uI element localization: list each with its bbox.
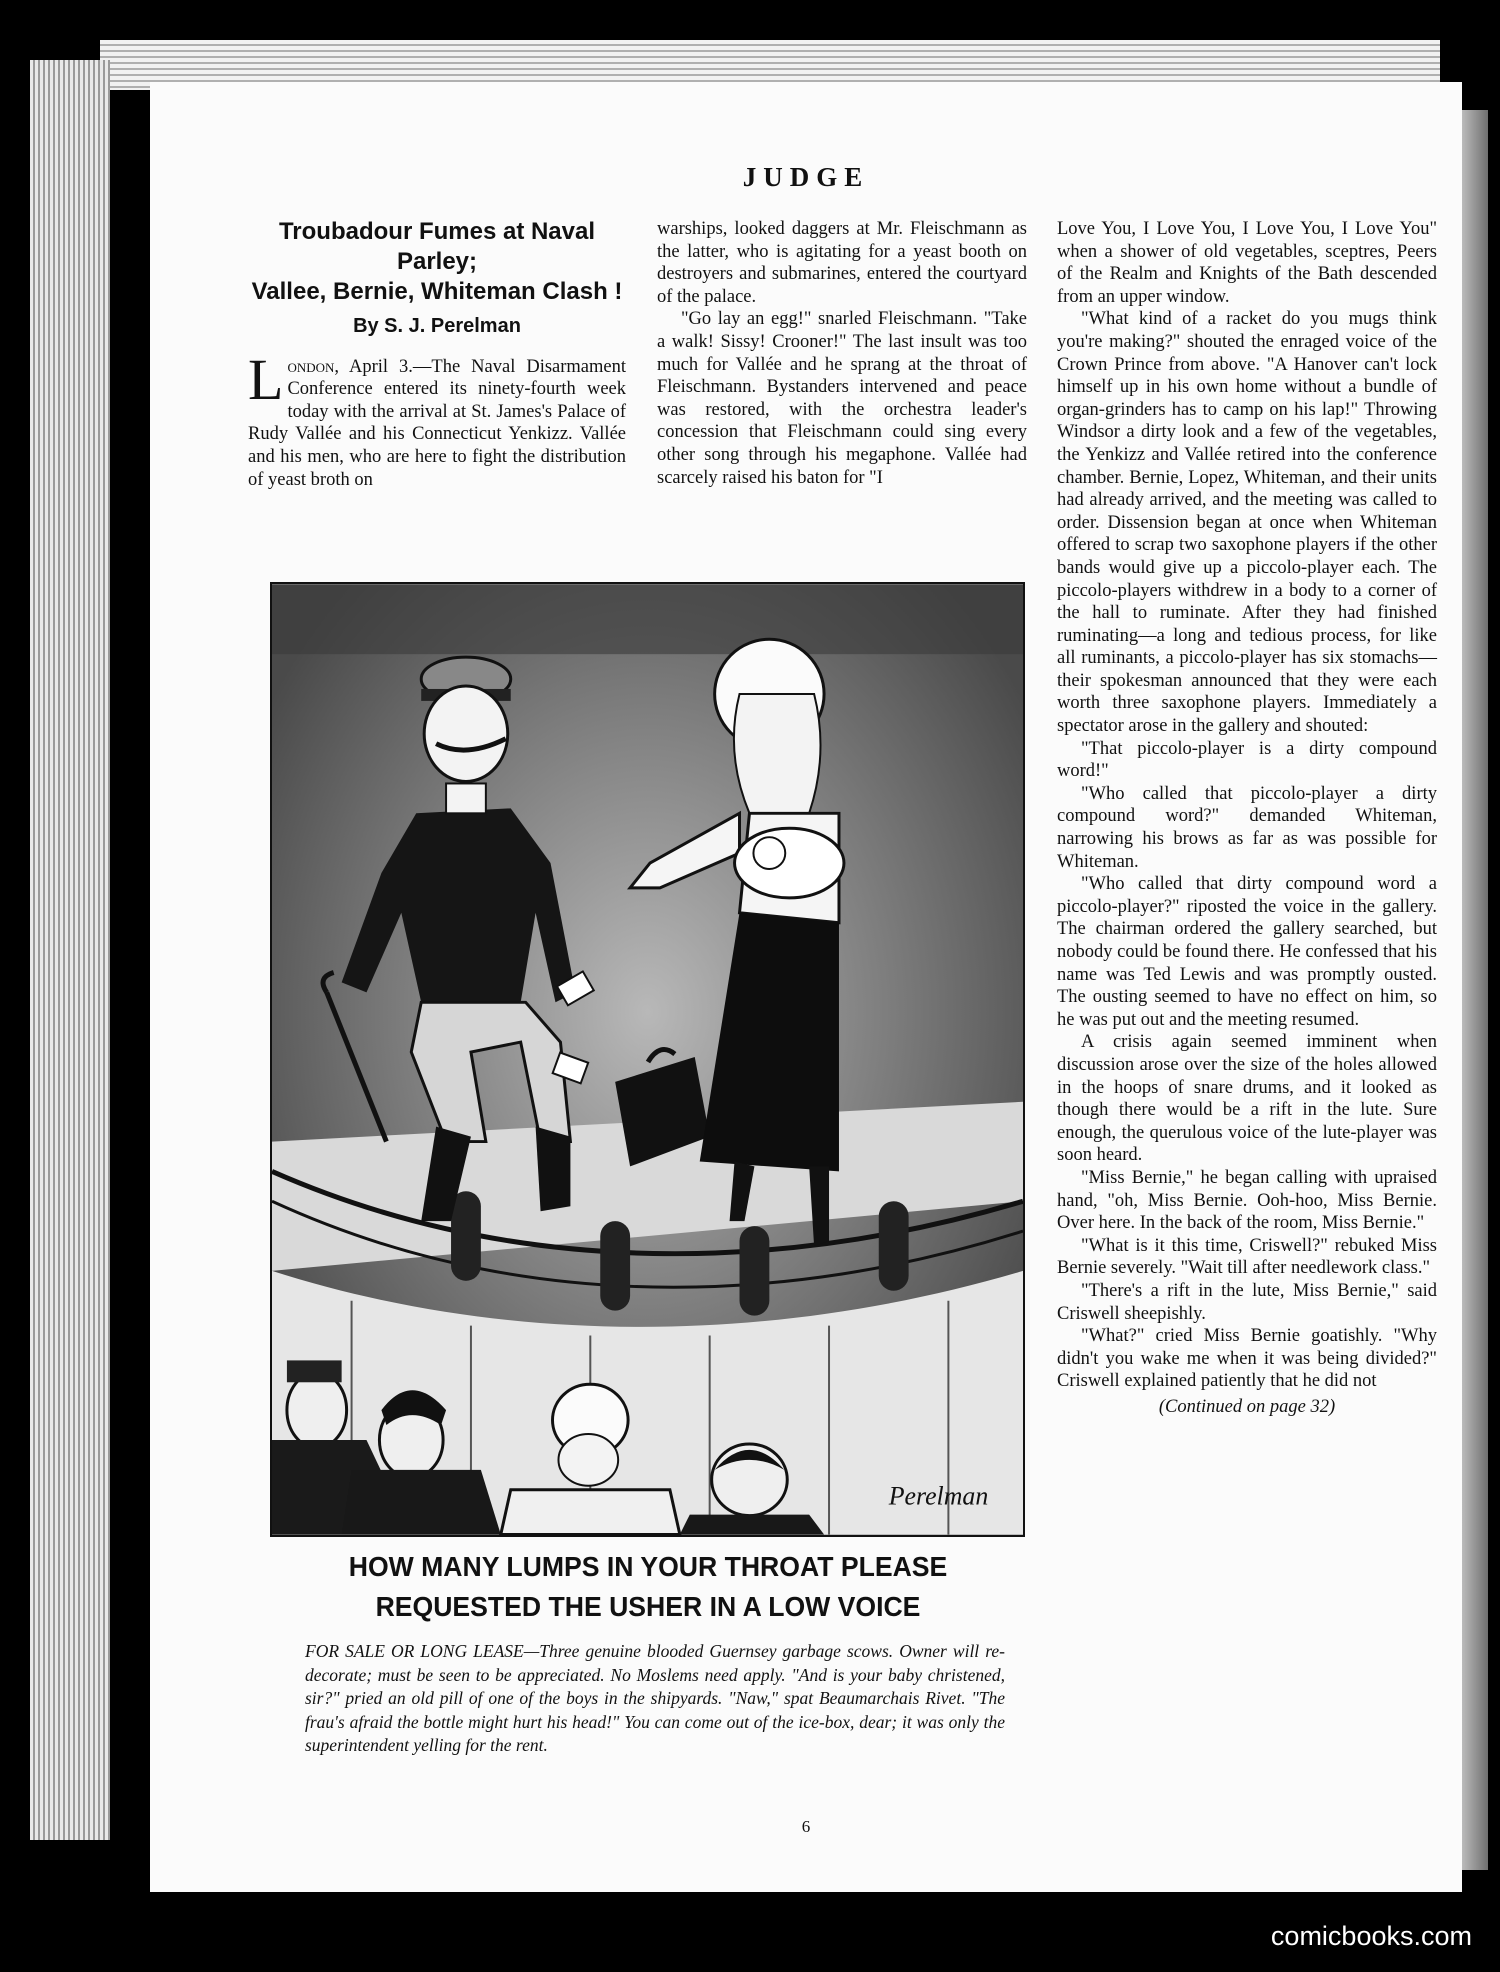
article-column-1 [248,217,626,491]
byline: By S. J. Perelman [353,315,521,337]
magazine-page [150,82,1462,1892]
watermark: comicbooks.com [1270,1921,1472,1951]
dateline: ondon, [287,356,340,377]
col3-paragraph-4: "Who called that piccolo-player a dirty compound word?" demanded Whiteman, narrowing his brows as far as was possible for Whiteman. [1057,783,1437,872]
col3-paragraph-1: Love You, I Love You, I Love You, I Love You" when a shower of old vegetables, sceptres, Peers of the Realm and Knights of the Bath descended from an upper window. [1057,219,1437,307]
col2-paragraph-1: warships, looked daggers at Mr. Fleischmann as the latter, who is agitating for a yeast booth on destroyers and submarines, entered the courtyard of the palace. [657,219,1027,307]
col3-paragraph-10: "What?" cried Miss Bernie goatishly. "Why didn't you wake me when it was being divided?" Criswell explained patiently that he did not [1057,1326,1437,1392]
col3-paragraph-8: "What is it this time, Criswell?" rebuked Miss Bernie severely. "Wait till after needlework class." [1057,1235,1437,1279]
col3-paragraph-5: "Who called that dirty compound word a piccolo-player?" riposted the voice in the gallery. The chairman ordered the gallery searched, but nobody could be found there. He confessed that his name was Ted Lewis and was promptly ousted. The ousting seemed to have no effect on him, so he was put out and the meeting resumed. [1057,874,1437,1030]
lead-text: April 3.—The Naval Disarmament Conference entered its ninety-fourth week today with the arrival at St. James's Palace of Rudy Vallée and his Connecticut Yenkizz. Vallée and his men, who are here to fight the distribution of yeast broth on [248,356,626,490]
headline-line-2: Vallee, Bernie, Whiteman Clash ! [251,278,623,305]
col3-paragraph-7: "Miss Bernie," he began calling with upraised hand, "oh, Miss Bernie. Ooh-hoo, Miss Bernie. Over here. In the back of the room, Miss Bernie." [1057,1167,1437,1234]
continued-note: (Continued on page 32) [1158,1396,1336,1417]
headline-line-1: Troubadour Fumes at Naval Parley; [278,218,596,275]
book-page-stack-left [30,60,110,1840]
drop-cap: L [248,346,284,412]
classified-ad: FOR SALE OR LONG LEASE—Three genuine blooded Guernsey garbage scows. Owner will re-decorate; must be seen to be appreciated. No Moslems need apply. "And is your baby christened, sir?" pried an old pill of one of the boys in the shipyards. "Naw," spat Beaumarchais Rivet. "The frau's afraid the bottle might hurt his head!" You can come out of the ice-box, dear; it was only the superintendent yelling for the rent. [305,1641,1005,1755]
col3-paragraph-9: "There's a rift in the lute, Miss Bernie," said Criswell sheepishly. [1057,1280,1437,1324]
running-head: JUDGE [742,162,870,192]
lead-paragraph [248,346,626,492]
caption-line-2: REQUESTED THE USHER IN A LOW VOICE [375,1591,921,1622]
article-column-3 [1057,218,1437,1418]
col3-paragraph-6: A crisis again seemed imminent when discussion arose over the size of the holes allowed in the hoops of snare drums, and it looked as though there would be a rift in the lute. Sure enough, the querulous voice of the lute-player was soon heard. [1057,1032,1437,1166]
cartoon-caption [287,1547,1009,1627]
headline [248,217,626,307]
caption-line-1: HOW MANY LUMPS IN YOUR THROAT PLEASE [348,1551,948,1582]
col3-paragraph-3: "That piccolo-player is a dirty compound word!" [1057,738,1437,782]
cartoon-drawing [272,584,1023,1535]
col2-paragraph-2: "Go lay an egg!" snarled Fleischmann. "Take a walk! Sissy! Crooner!" The last insult was too much for Vallée and he sprang at the throat of Fleischmann. Bystanders intervened and peace was restored, with the orchestra leader's concession that Fleischmann could sing every other song through his megaphone. Vallée had scarcely raised his baton for "I [657,309,1027,488]
page-number: 6 [801,1817,811,1836]
col3-paragraph-2: "What kind of a racket do you mugs think you're making?" shouted the enraged voice of the Crown Prince from above. "A Hanover can't lock himself up in his own home without a bundle of organ-grinders has to camp on his lap!" Throwing Windsor a dirty look and a few of the vegetables, the Yenkizz and Vallée retired into the conference chamber. Bernie, Lopez, Whiteman, and their units had already arrived, and the meeting was called to order. Dissension began at once when Whiteman offered to scrap two saxophone players if the other bands would give up a piccolo-player each. The piccolo-players withdrew in a body to a corner of the hall to ruminate. After they had finished ruminating—a long and tedious process, for like all ruminants, a piccolo-player has six stomachs—their spokesman announced that they were each worth three saxophone players. Immediately a spectator arose in the gallery and shouted: [1057,309,1437,737]
artist-signature: Perelman [888,1481,989,1511]
cartoon-illustration [270,582,1025,1537]
article-column-2 [657,218,1027,489]
